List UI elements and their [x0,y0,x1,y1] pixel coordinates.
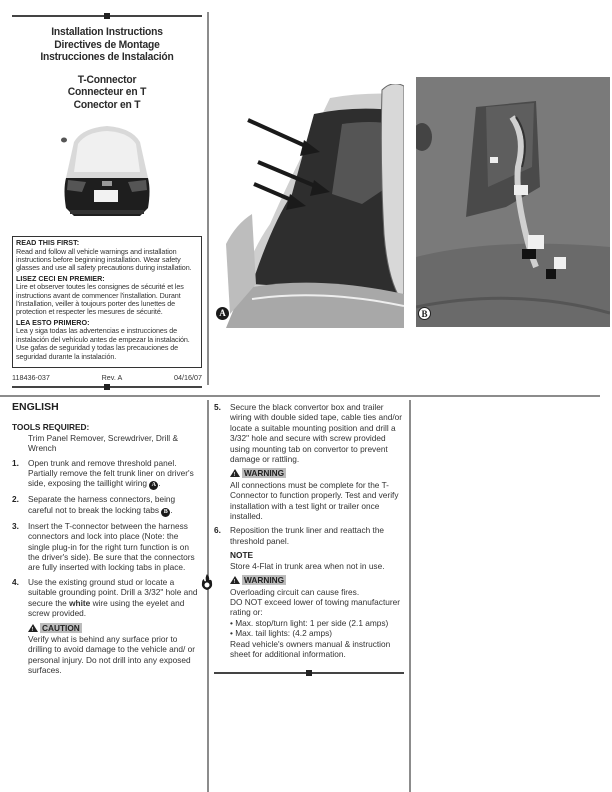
warning-line-1: Overloading circuit can cause fires. [230,586,360,597]
product-en: T-Connector [77,73,137,86]
read-first-box [12,236,202,368]
step-1: 1. Open trunk and remove threshold panel. Partially remove the felt trunk liner on driver's side, exposing the taillight wiring A . [12,457,194,489]
warning-line-3: • Max. stop/turn light: 1 per side (2.1 amps) [230,617,389,628]
title-es: Instrucciones de Instalación [40,51,174,63]
read-first-heading-es: LEA ESTO PRIMERO: [16,317,90,327]
note-block [214,550,404,571]
vertical-divider-col2 [409,400,411,792]
read-first-heading-en: READ THIS FIRST: [16,238,80,247]
vehicle-rear-photo [52,120,162,220]
product-es: Conector en T [73,98,141,111]
english-column-1 [12,402,202,676]
title-en: Installation Instructions [51,26,163,38]
warning-line-5: Read vehicle's owners manual & instruction sheet for additional information. [230,638,391,659]
warning-block-2 [214,571,404,659]
caution-block [12,619,202,676]
revision: Rev. A [101,373,123,382]
cover-title-block [12,26,202,111]
caution-label: ! CAUTION [28,623,82,633]
read-first-body-en: Read and follow all vehicle warnings and installation instructions before beginning installation. Wear safety glasses and use all safety precautions during installation. [16,246,192,273]
fire-hazard-icon [201,574,213,590]
note-text: Store 4-Flat in trunk area when not in use. [230,560,385,571]
step-5: 5. Secure the black convertor box and trailer wiring with double sided tape, cable ties and/or locate a suitable mounting position and drill a 3/32" hole and secure with screw provided using mounting tab on convertor to prevent damage or rattling. [214,402,403,465]
tools-list: Trim Panel Remover, Screwdriver, Drill & Wrench [28,432,178,454]
step-2: 2. Separate the harness connectors, being careful not to break the locking tabs B . [12,494,176,515]
ref-photo-b-icon: B [161,508,170,517]
registration-mark-cover-bottom [104,384,110,390]
warning-label-1: ! WARNING [230,468,286,478]
warning-triangle-icon [28,624,38,632]
ref-photo-a-icon: A [149,481,158,490]
note-label: NOTE [230,550,254,561]
warning-label-2: ! WARNING [230,575,286,585]
warning-line-4: • Max. tail lights: (4.2 amps) [230,628,333,639]
warning-text-1: All connections must be complete for the T-Connector to function properly. Test and verify installation with a test light or trailer once installed. [230,479,399,522]
warning-triangle-icon [230,576,240,584]
step-4: 4. Use the existing ground stud or locate a suitable grounding point. Drill a 3/32" hole and secure the white wire using the eyelet and screw provided. [12,576,198,619]
english-column-2 [214,400,404,659]
vertical-divider-cover [207,12,209,385]
registration-mark-col2 [306,670,312,676]
registration-mark-top [104,13,110,19]
title-fr: Directives de Montage [54,38,160,51]
language-heading: ENGLISH [12,401,59,413]
tools-heading: TOOLS REQUIRED: [12,422,90,433]
read-first-body-es: Lea y siga todas las advertencias e instrucciones de instalación del vehículo antes de empezar la instalación. Use gafas de seguridad y todas las precauciones de seguridad durante la instalación. [16,326,190,361]
harness-photo-b [416,77,610,327]
read-first-body-fr: Lire et observer toutes les consignes de sécurité et les instructions avant de commencer l'installation. Durant l'installation, veiller à toujours porter des lunettes de protection et respecter les mesures de sécurité. [16,282,184,317]
warning-triangle-icon [230,469,240,477]
caution-text: Verify what is behind any surface prior to drilling to avoid damage to the vehicle and/ or personal injury. Do not drill into any exposed surfaces. [28,633,195,676]
photo-label-b: B [418,307,431,320]
trunk-photo-a [212,84,404,328]
horizontal-fold-rule [0,395,600,397]
product-fr: Connecteur en T [67,86,147,98]
part-number: 118436-037 [12,373,50,382]
step-6: 6. Reposition the trunk liner and reattach the threshold panel. [214,525,385,546]
warning-line-2: DO NOT exceed lower of towing manufacturer rating or: [230,596,401,618]
photo-label-a: A [216,307,229,320]
document-meta [12,373,202,382]
step-3: 3. Insert the T-connector between the harness connectors and lock into place (Note: the single plug-in for the right turn function is on the driver's side). Be sure that the connectors are fully inserted with locking tabs in place. [12,520,195,573]
date: 04/16/07 [174,373,202,382]
read-first-heading-fr: LISEZ CECI EN PREMIER: [16,273,105,283]
warning-block-1 [214,464,404,521]
vertical-divider-col1 [207,400,209,792]
